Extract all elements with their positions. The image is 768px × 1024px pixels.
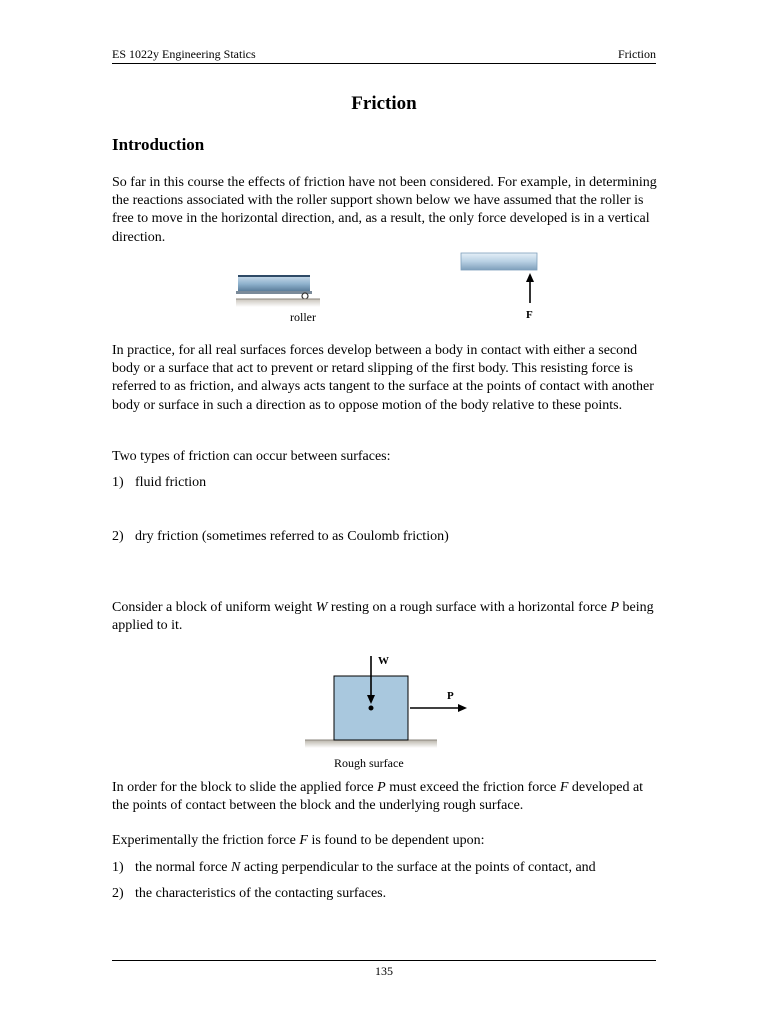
force-p-label: P [447, 690, 454, 702]
symbol-f: F [299, 833, 308, 848]
roller-figure [228, 248, 558, 326]
center-point [369, 706, 374, 711]
force-arrow-up-icon [526, 273, 534, 303]
list-number: 2) [112, 529, 124, 544]
symbol-w: W [315, 600, 328, 615]
paragraph-intro: So far in this course the effects of friction have not been considered. For example, in determining the reactions associated with the roller support shown below we have assumed that the roller is free to move in the horizontal direction, and, as a result, the only force developed is in a vertical direction. [112, 175, 657, 245]
roller-beam [236, 275, 312, 294]
section-heading-introduction: Introduction [112, 135, 205, 154]
symbol-p: P [610, 600, 619, 615]
page-title: Friction [351, 93, 417, 114]
paragraph-slide-condition [112, 779, 660, 815]
list-text: fluid friction [135, 475, 207, 490]
weight-w-label: W [378, 655, 389, 667]
rough-surface-caption: Rough surface [334, 756, 404, 770]
text-run: resting on a rough surface with a horizontal force [327, 600, 611, 615]
page-header [112, 45, 656, 64]
footer-rule [112, 960, 656, 961]
rough-surface [305, 740, 437, 748]
list-item-surface-characteristics [112, 885, 660, 903]
list-number: 2) [112, 886, 124, 901]
chapter-title: Friction [618, 47, 656, 61]
roller-label: roller [290, 310, 316, 324]
roller-diagram [228, 248, 558, 326]
paragraph-friction-dependence [112, 832, 660, 850]
free-body-beam [461, 253, 537, 270]
list-number: 1) [112, 860, 124, 875]
roller-wheel-icon [302, 293, 308, 299]
symbol-f: F [559, 780, 569, 795]
symbol-n: N [231, 860, 241, 875]
text-run: Consider a block of uniform weight [112, 600, 316, 615]
text-run: acting perpendicular to the surface at the points of contact, and [240, 860, 596, 875]
list-item-dry-friction [112, 528, 660, 546]
text-run: must exceed the friction force [385, 780, 560, 795]
course-title: ES 1022y Engineering Statics [112, 47, 256, 61]
text-run: is found to be dependent upon: [307, 833, 485, 848]
text-run: being applied to it. [112, 600, 654, 634]
list-item-fluid-friction [112, 474, 660, 492]
force-f-label: F [526, 309, 533, 321]
list-text: dry friction (sometimes referred to as Coulomb friction) [135, 529, 449, 544]
list-text [135, 859, 596, 877]
text-run: In order for the block to slide the applied force [112, 780, 378, 795]
force-arrow-right-icon [410, 704, 467, 712]
symbol-p: P [377, 780, 386, 795]
ground-surface [236, 299, 320, 307]
text-run: Experimentally the friction force [112, 833, 300, 848]
block-figure [300, 652, 480, 772]
paragraph-friction-definition: In practice, for all real surfaces forces develop between a body in contact with either a second body or a surface that act to prevent or retard slipping of the first body. This resisting force is referred to as friction, and always acts tangent to the surface at the points of contact with another body or surface in such a direction as to oppose motion of the body relative to these points. [112, 343, 654, 413]
paragraph-block-setup [112, 599, 660, 635]
paragraph-friction-types-intro: Two types of friction can occur between surfaces: [112, 449, 391, 464]
page-number: 135 [375, 964, 393, 978]
text-run: the normal force [135, 860, 232, 875]
list-text: the characteristics of the contacting surfaces. [135, 886, 387, 901]
text-run: developed at the points of contact between the block and the underlying rough surface. [112, 780, 644, 814]
list-number: 1) [112, 475, 124, 490]
block-diagram [300, 652, 480, 772]
list-item-normal-force [112, 859, 660, 877]
